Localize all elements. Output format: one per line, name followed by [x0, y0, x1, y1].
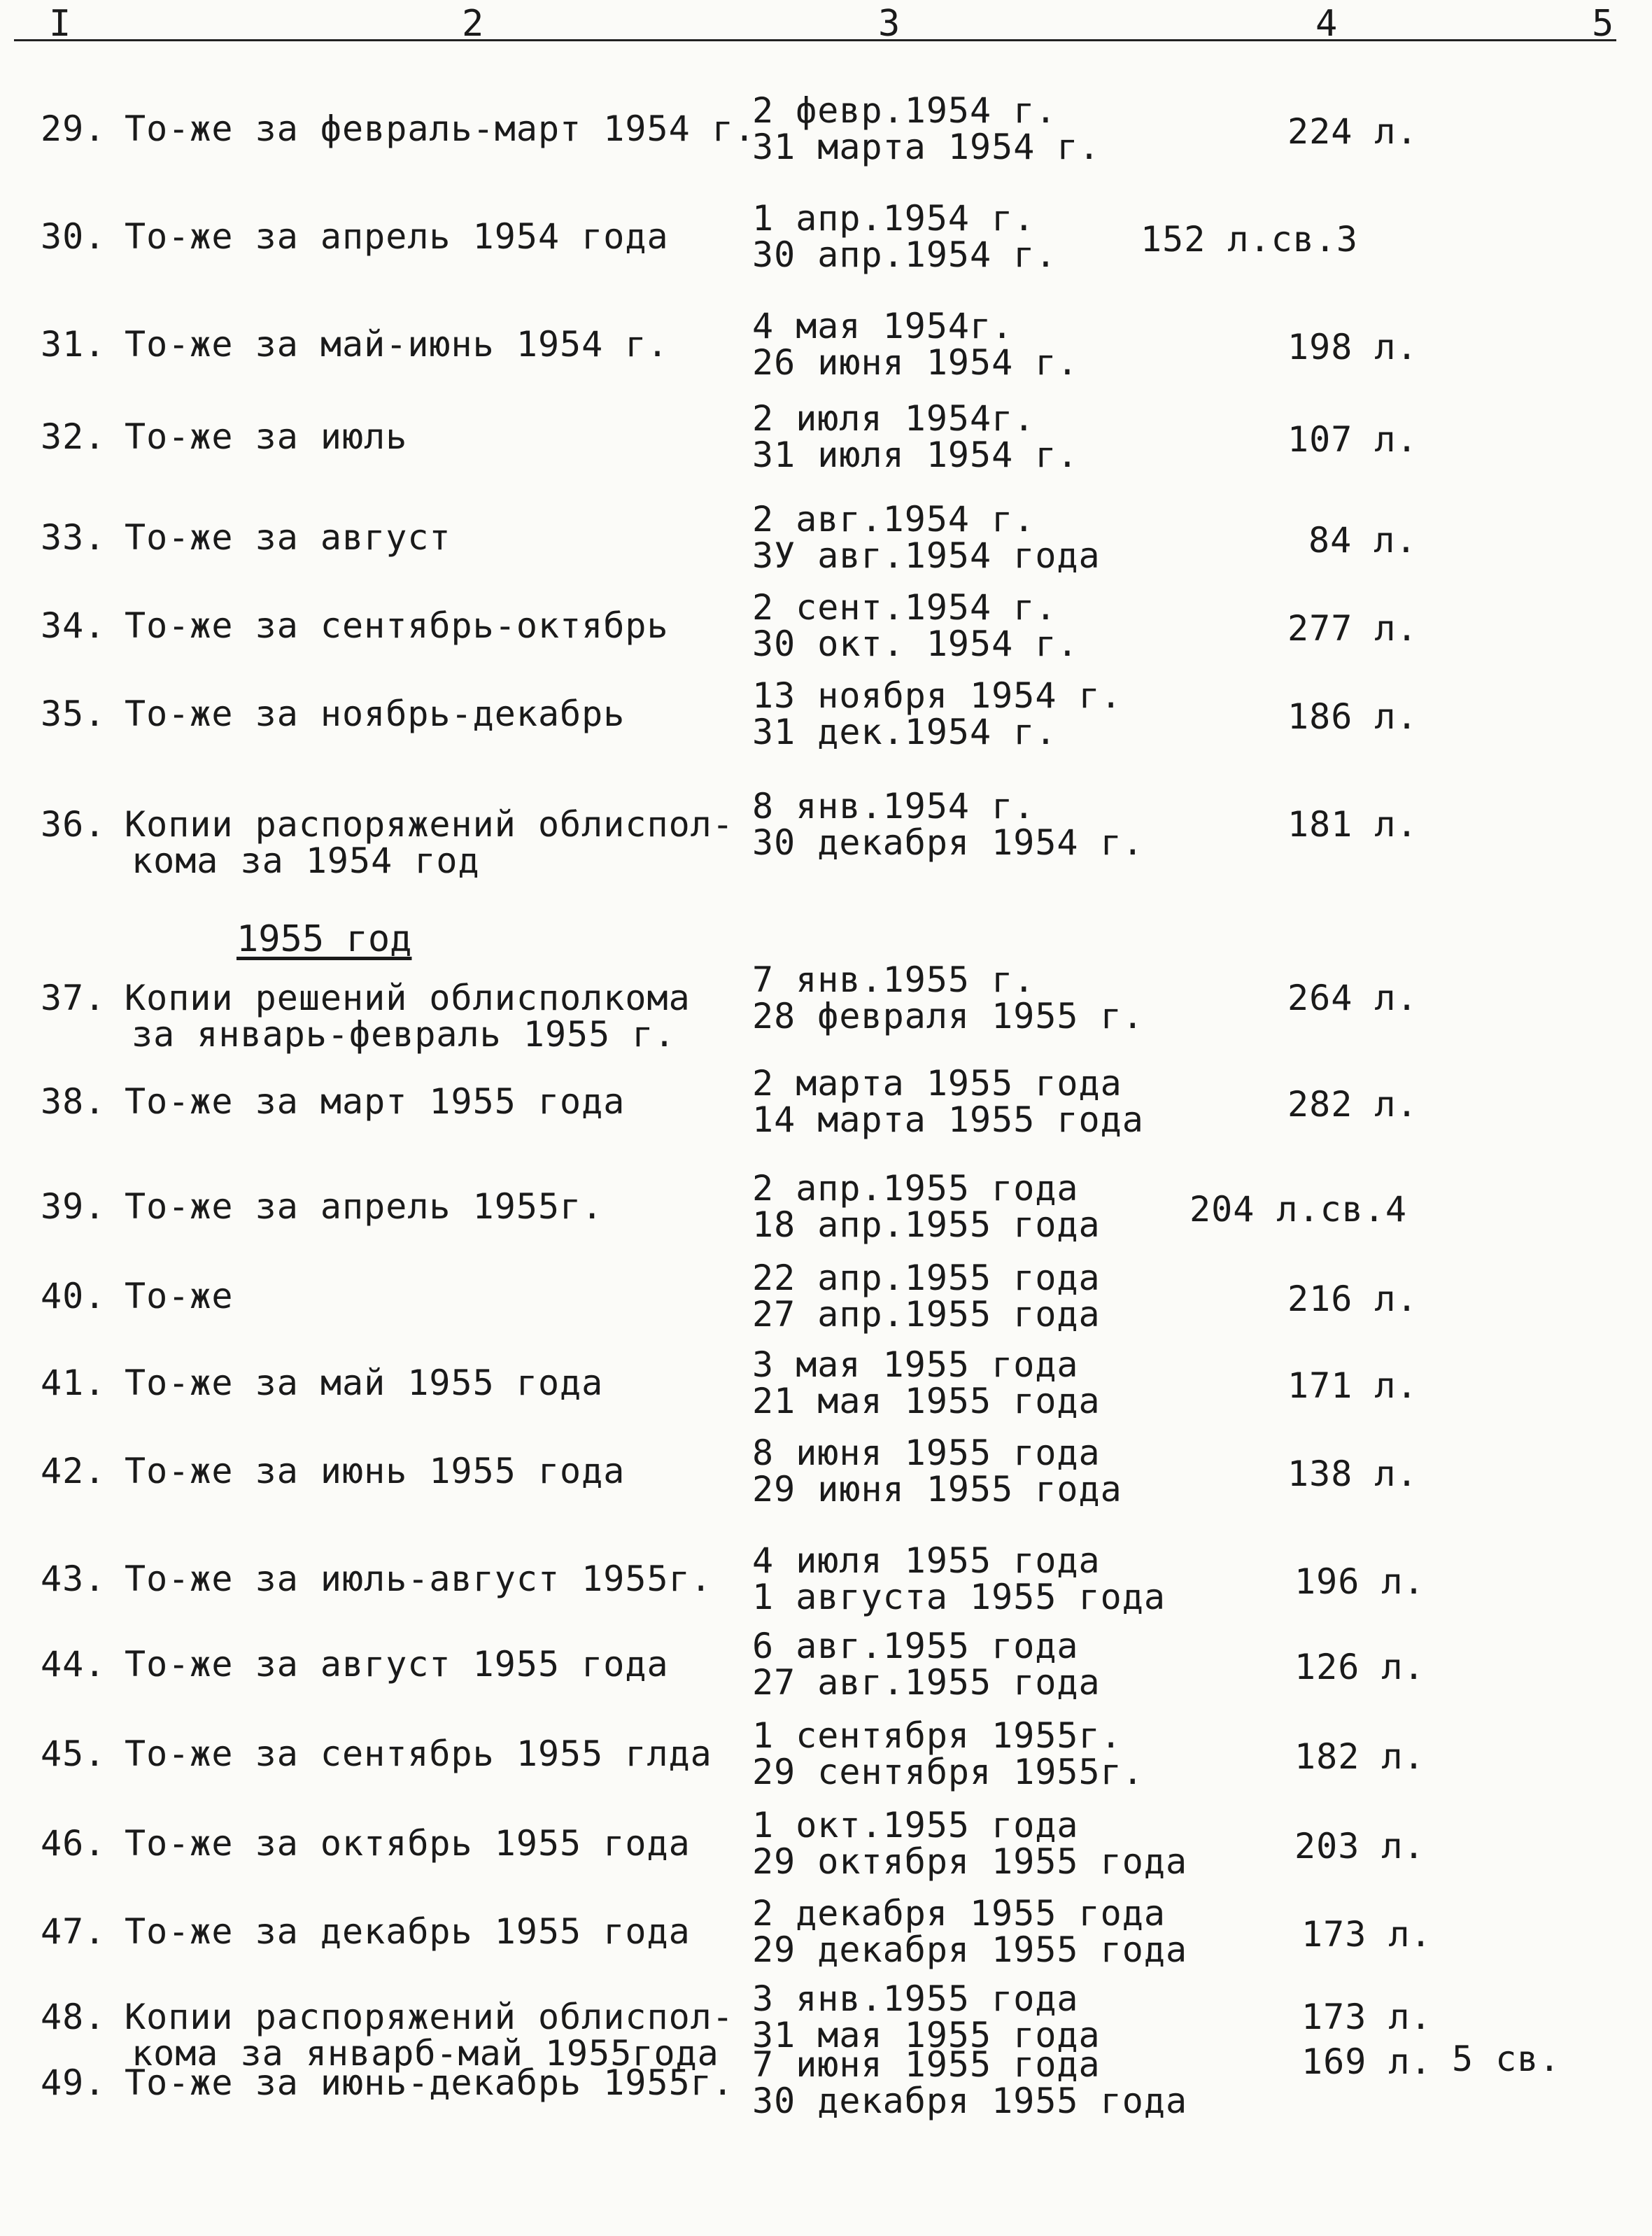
row-date-line: 29 июня 1955 года: [752, 1469, 1122, 1510]
row-number: 47.: [41, 1911, 106, 1952]
row-date-line: 21 мая 1955 года: [752, 1381, 1101, 1421]
row-date-line: 2 декабря 1955 года: [752, 1893, 1166, 1934]
row-sheet-count: 152 л.св.3: [1141, 219, 1359, 260]
row-number: 33.: [41, 517, 106, 558]
row-date-line: 31 дек.1954 г.: [752, 712, 1057, 752]
row-title-line: Копии распоряжений облиспол-: [125, 1997, 734, 2037]
row-title-line: То-же за август 1955 года: [125, 1644, 669, 1685]
row-sheet-count: 181 л.: [1287, 804, 1418, 845]
row-number: 45.: [41, 1734, 106, 1774]
column-number-3: 3: [878, 3, 901, 45]
row-number: 32.: [41, 416, 106, 457]
row-date-line: 3 янв.1955 года: [752, 1978, 1079, 2019]
row-number: 43.: [41, 1559, 106, 1599]
row-title-line: То-же за сентябрь 1955 глда: [125, 1734, 712, 1774]
row-sheet-count: 173 л.: [1301, 1997, 1432, 2037]
row-sheet-count: 107 л.: [1287, 419, 1418, 460]
row-date-line: 30 окт. 1954 г.: [752, 624, 1079, 664]
row-date-line: 7 янв.1955 г.: [752, 959, 1036, 1000]
row-date-line: 2 июля 1954г.: [752, 398, 1036, 439]
row-number: 30.: [41, 216, 106, 257]
row-date-line: 8 июня 1955 года: [752, 1433, 1101, 1473]
column-number-5: 5: [1592, 3, 1614, 45]
row-date-line: 27 авг.1955 года: [752, 1662, 1101, 1703]
row-sheet-count: 224 л.: [1287, 111, 1418, 152]
row-number: 48.: [41, 1997, 106, 2037]
row-date-line: 1 апр.1954 г.: [752, 198, 1036, 239]
row-date-line: 2 авг.1954 г.: [752, 499, 1036, 540]
row-date-line: 2 февр.1954 г.: [752, 90, 1057, 131]
column-number-2: 2: [462, 3, 484, 45]
row-number: 36.: [41, 804, 106, 845]
row-date-line: 8 янв.1954 г.: [752, 786, 1036, 827]
row-number: 39.: [41, 1186, 106, 1227]
row-title-line: То-же: [125, 1276, 234, 1316]
row-title-line: за январь-февраль 1955 г.: [132, 1014, 676, 1055]
row-sheet-count: 203 л.: [1294, 1826, 1425, 1866]
row-number: 46.: [41, 1823, 106, 1864]
row-date-line: 1 сентября 1955г.: [752, 1715, 1122, 1756]
row-sheet-count: 173 л.: [1301, 1914, 1432, 1955]
row-title-line: То-же за октябрь 1955 года: [125, 1823, 691, 1864]
row-sheet-count: 282 л.: [1287, 1084, 1418, 1125]
row-title-line: То-же за июль: [125, 416, 408, 457]
row-date-line: 4 июля 1955 года: [752, 1540, 1101, 1581]
row-title-line: То-же за май 1955 года: [125, 1363, 604, 1403]
row-sheet-count: 198 л.: [1287, 327, 1418, 367]
row-date-line: 29 сентября 1955г.: [752, 1752, 1144, 1792]
row-date-line: 28 февраля 1955 г.: [752, 996, 1144, 1036]
row-title-line: То-же за ноябрь-декабрь: [125, 694, 626, 734]
row-title-line: То-же за апрель 1954 года: [125, 216, 669, 257]
row-title-line: кома за 1954 год: [132, 841, 480, 881]
row-sheet-count: 216 л.: [1287, 1279, 1418, 1319]
row-date-line: 14 марта 1955 года: [752, 1099, 1144, 1140]
row-title-line: То-же за сентябрь-октябрь: [125, 605, 669, 646]
row-date-line: 1 августа 1955 года: [752, 1577, 1166, 1617]
row-date-line: 30 декабря 1954 г.: [752, 822, 1144, 863]
row-sheet-count: 182 л.: [1294, 1736, 1425, 1777]
row-number: 41.: [41, 1363, 106, 1403]
row-sheet-count: 277 л.: [1287, 608, 1418, 649]
row-title-line: Копии решений облисполкома: [125, 978, 691, 1018]
row-sheet-count: 196 л.: [1294, 1561, 1425, 1602]
row-date-line: 29 декабря 1955 года: [752, 1929, 1188, 1970]
row-date-line: 31 июля 1954 г.: [752, 435, 1079, 475]
row-number: 44.: [41, 1644, 106, 1685]
header-rule: [14, 39, 1616, 41]
row-title-line: То-же за май-июнь 1954 г.: [125, 324, 669, 365]
row-number: 42.: [41, 1451, 106, 1491]
row-title-line: То-же за апрель 1955г.: [125, 1186, 604, 1227]
column-number-4: 4: [1315, 3, 1338, 45]
row-number: 35.: [41, 694, 106, 734]
row-date-line: 2 апр.1955 года: [752, 1168, 1079, 1209]
row-number: 29.: [41, 108, 106, 149]
row-date-line: 7 июня 1955 года: [752, 2044, 1101, 2085]
row-date-line: 27 апр.1955 года: [752, 1294, 1101, 1335]
row-title-line: То-же за декабрь 1955 года: [125, 1911, 691, 1952]
row-box-number: 5 св.: [1452, 2039, 1561, 2079]
row-date-line: 26 июня 1954 г.: [752, 342, 1079, 383]
row-sheet-count: 126 л.: [1294, 1647, 1425, 1687]
row-date-line: 22 апр.1955 года: [752, 1258, 1101, 1298]
row-date-line: 30 апр.1954 г.: [752, 234, 1057, 275]
row-date-line: 31 мая 1955 года: [752, 2015, 1101, 2055]
row-title-line: Копии распоряжений облиспол-: [125, 804, 734, 845]
row-title-line: То-же за март 1955 года: [125, 1081, 626, 1122]
row-sheet-count: 138 л.: [1287, 1454, 1418, 1494]
row-number: 40.: [41, 1276, 106, 1316]
row-date-line: 30 декабря 1955 года: [752, 2081, 1188, 2121]
row-sheet-count: 186 л.: [1287, 696, 1418, 737]
row-sheet-count: 264 л.: [1287, 978, 1418, 1018]
row-date-line: 3У авг.1954 года: [752, 535, 1101, 576]
row-title-line: То-же за июль-август 1955г.: [125, 1559, 712, 1599]
row-date-line: 18 апр.1955 года: [752, 1204, 1101, 1245]
row-title-line: То-же за август: [125, 517, 451, 558]
row-number: 38.: [41, 1081, 106, 1122]
row-number: 49.: [41, 2062, 106, 2103]
row-title-line: кома за январб-май 1955года: [132, 2033, 719, 2074]
row-date-line: 31 марта 1954 г.: [752, 127, 1101, 167]
row-date-line: 3 мая 1955 года: [752, 1344, 1079, 1385]
row-date-line: 6 авг.1955 года: [752, 1626, 1079, 1666]
row-sheet-count: 171 л.: [1287, 1365, 1418, 1406]
section-title-1955: 1955 год: [236, 918, 412, 960]
row-title-line: То-же за июнь 1955 года: [125, 1451, 626, 1491]
row-date-line: 4 мая 1954г.: [752, 306, 1014, 346]
column-number-1: I: [49, 3, 71, 45]
row-date-line: 2 сент.1954 г.: [752, 587, 1057, 628]
row-sheet-count: 84 л.: [1308, 520, 1418, 561]
row-number: 34.: [41, 605, 106, 646]
row-sheet-count: 169 л.: [1301, 2041, 1432, 2082]
row-date-line: 29 октября 1955 года: [752, 1841, 1188, 1882]
row-number: 37.: [41, 978, 106, 1018]
row-date-line: 1 окт.1955 года: [752, 1805, 1079, 1845]
row-number: 31.: [41, 324, 106, 365]
row-title-line: То-же за июнь-декабрь 1955г.: [125, 2062, 734, 2103]
row-title-line: То-же за февраль-март 1954 г.: [125, 108, 756, 149]
row-date-line: 2 марта 1955 года: [752, 1063, 1122, 1104]
row-sheet-count: 204 л.св.4: [1189, 1189, 1408, 1230]
row-date-line: 13 ноября 1954 г.: [752, 675, 1122, 716]
